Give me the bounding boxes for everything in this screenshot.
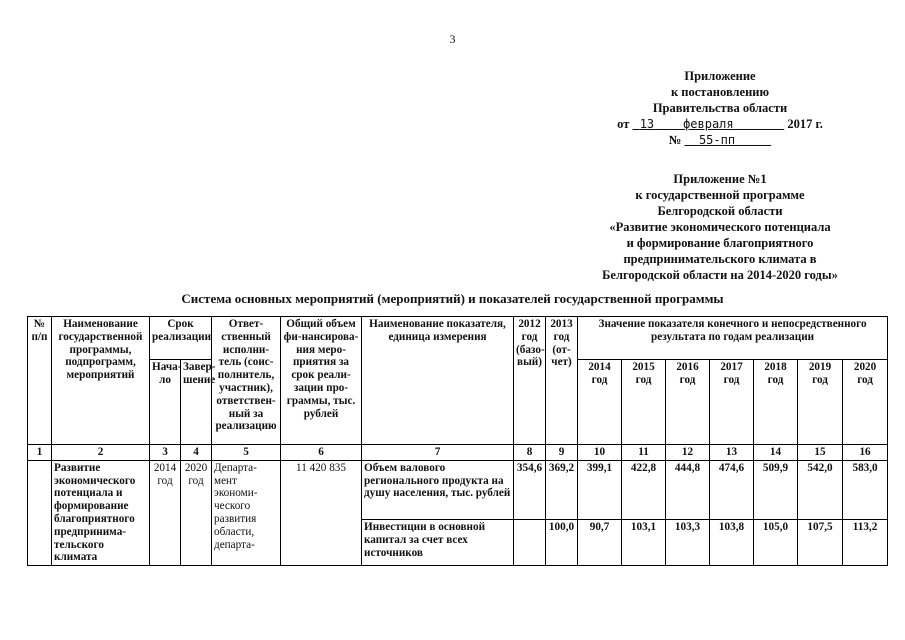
program-annex-line: «Развитие экономического потенциала <box>609 220 831 234</box>
column-number: 10 <box>578 445 622 461</box>
indicator-value-cell: 444,8 <box>666 460 710 519</box>
header-values-group: Значение показателя конечного и непосредственного результата по годам реализации <box>578 317 888 360</box>
program-annex-line: предпринимательского климата в <box>623 252 817 266</box>
column-number: 2 <box>52 445 150 461</box>
program-annex-line: Приложение №1 <box>673 172 767 186</box>
decree-date-line <box>560 116 880 132</box>
indicator-2013-cell: 100,0 <box>546 519 578 565</box>
program-volume-cell: 11 420 835 <box>281 460 362 565</box>
program-responsible-cell: Департа-мент экономи-ческого развития области, департа- <box>212 460 281 565</box>
indicator-value-cell: 103,3 <box>666 519 710 565</box>
decree-annex-block <box>560 68 880 148</box>
indicator-value-cell: 103,8 <box>710 519 754 565</box>
column-number: 1 <box>28 445 52 461</box>
header-term-end: Завер-шение <box>181 360 212 445</box>
indicator-2013-cell: 369,2 <box>546 460 578 519</box>
date-prefix: от <box>617 117 630 131</box>
column-number: 3 <box>150 445 181 461</box>
header-2012: 2012 год (базо-вый) <box>514 317 546 445</box>
page-number: 3 <box>449 32 456 46</box>
table-title: Система основных мероприятий (мероприятий) и показателей государственной программы <box>181 291 724 306</box>
indicator-value-cell: 107,5 <box>798 519 843 565</box>
program-table <box>27 316 888 566</box>
indicator-value-cell: 105,0 <box>754 519 798 565</box>
column-number: 4 <box>181 445 212 461</box>
header-volume: Общий объем фи-нансирова-ния меро-приятия за срок реали-зации про-граммы, тыс. рублей <box>281 317 362 445</box>
program-num-cell <box>28 460 52 565</box>
indicator-2012-cell <box>514 519 546 565</box>
header-year: 2014 год <box>578 360 622 445</box>
indicator-value-cell: 474,6 <box>710 460 754 519</box>
decree-number: 55-пп <box>698 133 736 147</box>
column-numbers-row <box>28 445 888 461</box>
program-name-cell: Развитие экономического потенциала и формирование благоприятного предпринима-тельского климата <box>52 460 150 565</box>
column-number: 9 <box>546 445 578 461</box>
program-annex-line: к государственной программе <box>635 188 805 202</box>
header-year: 2017 год <box>710 360 754 445</box>
column-number: 11 <box>622 445 666 461</box>
table-header-row <box>28 317 888 360</box>
number-prefix: № <box>668 133 682 147</box>
column-number: 15 <box>798 445 843 461</box>
program-annex-line: и формирование благоприятного <box>626 236 814 250</box>
column-number: 8 <box>514 445 546 461</box>
header-term: Срок реализации <box>150 317 212 360</box>
decree-annex-line: к постановлению <box>670 85 770 99</box>
indicator-value-cell: 103,1 <box>622 519 666 565</box>
indicator-value-cell: 509,9 <box>754 460 798 519</box>
indicator-value-cell: 113,2 <box>843 519 888 565</box>
header-num: № п/п <box>28 317 52 445</box>
header-term-start: Нача-ло <box>150 360 181 445</box>
decree-annex-line: Приложение <box>684 69 756 83</box>
header-year: 2020 год <box>843 360 888 445</box>
indicator-value-cell: 90,7 <box>578 519 622 565</box>
program-start-cell: 2014 год <box>150 460 181 565</box>
table-row <box>28 460 888 519</box>
indicator-name-cell: Объем валового регионального продукта на душу населения, тыс. рублей <box>362 460 514 519</box>
date-day: 13 февраля <box>639 117 734 131</box>
header-responsible: Ответ-ственный исполни-тель (соис-полнитель, участник), ответствен-ный за реализацию <box>212 317 281 445</box>
date-year: 2017 г. <box>787 117 823 131</box>
column-number: 5 <box>212 445 281 461</box>
column-number: 12 <box>666 445 710 461</box>
program-annex-line: Белгородской области <box>657 204 783 218</box>
program-annex-block <box>560 171 880 283</box>
column-number: 7 <box>362 445 514 461</box>
decree-number-line <box>560 132 880 148</box>
header-year: 2018 год <box>754 360 798 445</box>
column-number: 16 <box>843 445 888 461</box>
column-number: 13 <box>710 445 754 461</box>
indicator-value-cell: 583,0 <box>843 460 888 519</box>
header-year: 2016 год <box>666 360 710 445</box>
indicator-value-cell: 422,8 <box>622 460 666 519</box>
header-name: Наименование государственной программы, подпрограмм, мероприятий <box>52 317 150 445</box>
program-end-cell: 2020 год <box>181 460 212 565</box>
column-number: 6 <box>281 445 362 461</box>
header-year: 2015 год <box>622 360 666 445</box>
program-annex-line: Белгородской области на 2014-2020 годы» <box>602 268 838 282</box>
indicator-value-cell: 399,1 <box>578 460 622 519</box>
header-2013: 2013 год (от-чет) <box>546 317 578 445</box>
column-number: 14 <box>754 445 798 461</box>
decree-annex-line: Правительства области <box>652 101 788 115</box>
indicator-value-cell: 542,0 <box>798 460 843 519</box>
indicator-2012-cell: 354,6 <box>514 460 546 519</box>
indicator-name-cell: Инвестиции в основной капитал за счет всех источников <box>362 519 514 565</box>
header-indicator: Наименование показателя, единица измерения <box>362 317 514 445</box>
header-year: 2019 год <box>798 360 843 445</box>
